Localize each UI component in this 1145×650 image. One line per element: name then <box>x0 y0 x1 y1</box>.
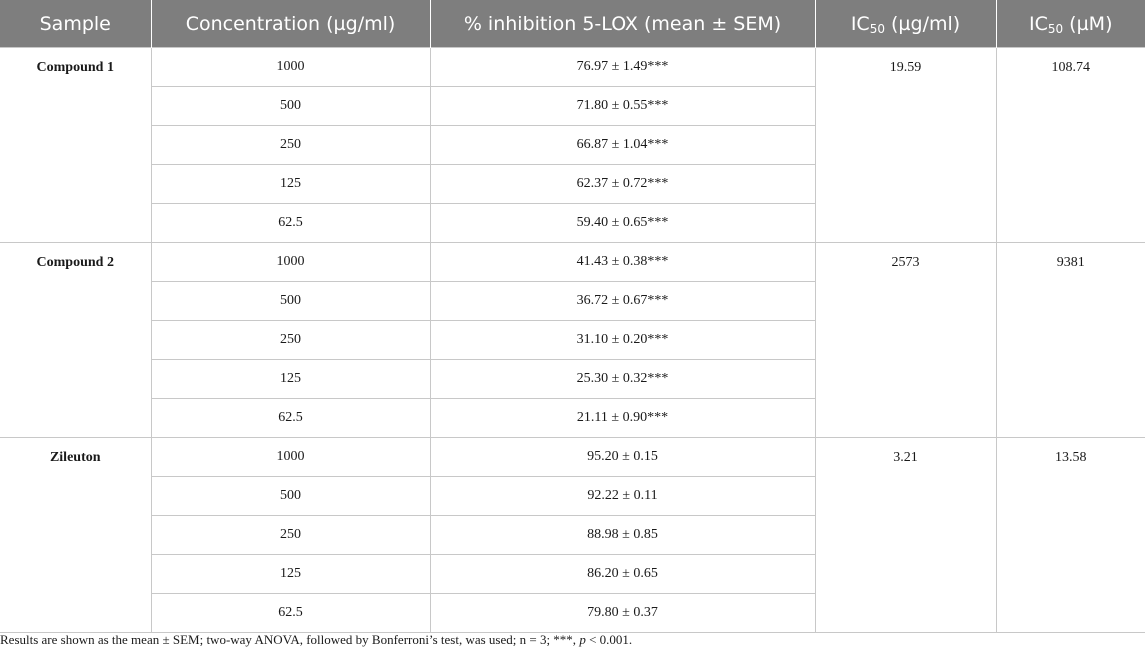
concentration-cell: 250 <box>151 321 430 360</box>
header-ic50-um-unit: (µM) <box>1063 12 1113 35</box>
concentration-cell: 500 <box>151 477 430 516</box>
sample-cell: Zileuton <box>0 438 151 633</box>
concentration-cell: 500 <box>151 282 430 321</box>
ic50-um-cell: 9381 <box>996 243 1145 438</box>
table-footnote <box>0 632 632 648</box>
sample-cell: Compound 1 <box>0 48 151 243</box>
table-body <box>0 48 1145 633</box>
inhibition-cell: 41.43 ± 0.38*** <box>430 243 815 282</box>
inhibition-cell: 76.97 ± 1.49*** <box>430 48 815 87</box>
header-concentration: Concentration (µg/ml) <box>151 0 430 48</box>
header-ic50-um <box>996 0 1145 48</box>
ic50-ugml-cell: 2573 <box>815 243 996 438</box>
table-row <box>0 438 1145 477</box>
ic50-ugml-cell: 3.21 <box>815 438 996 633</box>
sample-cell: Compound 2 <box>0 243 151 438</box>
concentration-cell: 1000 <box>151 243 430 282</box>
header-ic50-ugml-subscript: 50 <box>869 21 885 36</box>
table-header <box>0 0 1145 48</box>
concentration-cell: 500 <box>151 87 430 126</box>
table-row <box>0 48 1145 87</box>
inhibition-cell: 62.37 ± 0.72*** <box>430 165 815 204</box>
footnote-text: Results are shown as the mean ± SEM; two-way ANOVA, followed by Bonferroni’s test, was used; n = 3; ***, <box>0 632 580 647</box>
inhibition-cell: 71.80 ± 0.55*** <box>430 87 815 126</box>
concentration-cell: 62.5 <box>151 594 430 633</box>
concentration-cell: 62.5 <box>151 399 430 438</box>
header-ic50-ugml-unit: (µg/ml) <box>884 12 961 35</box>
inhibition-cell: 59.40 ± 0.65*** <box>430 204 815 243</box>
concentration-cell: 250 <box>151 516 430 555</box>
inhibition-cell: 21.11 ± 0.90*** <box>430 399 815 438</box>
table-row <box>0 243 1145 282</box>
footnote-threshold: < 0.001. <box>585 632 633 647</box>
ic50-ugml-cell: 19.59 <box>815 48 996 243</box>
header-ic50-um-subscript: 50 <box>1047 21 1064 36</box>
header-ic50-um-prefix: IC <box>1028 12 1048 35</box>
inhibition-cell: 88.98 ± 0.85 <box>430 516 815 555</box>
inhibition-cell: 36.72 ± 0.67*** <box>430 282 815 321</box>
concentration-cell: 62.5 <box>151 204 430 243</box>
concentration-cell: 125 <box>151 360 430 399</box>
header-inhibition: % inhibition 5-LOX (mean ± SEM) <box>430 0 815 48</box>
concentration-cell: 125 <box>151 165 430 204</box>
concentration-cell: 250 <box>151 126 430 165</box>
header-sample: Sample <box>0 0 151 48</box>
inhibition-cell: 66.87 ± 1.04*** <box>430 126 815 165</box>
ic50-um-cell: 108.74 <box>996 48 1145 243</box>
header-row <box>0 0 1145 48</box>
inhibition-cell: 79.80 ± 0.37 <box>430 594 815 633</box>
ic50-um-cell: 13.58 <box>996 438 1145 633</box>
concentration-cell: 1000 <box>151 48 430 87</box>
footnote-p-symbol: p <box>579 632 586 647</box>
header-ic50-ugml-prefix: IC <box>850 12 870 35</box>
inhibition-cell: 92.22 ± 0.11 <box>430 477 815 516</box>
inhibition-cell: 95.20 ± 0.15 <box>430 438 815 477</box>
inhibition-cell: 86.20 ± 0.65 <box>430 555 815 594</box>
inhibition-cell: 25.30 ± 0.32*** <box>430 360 815 399</box>
concentration-cell: 125 <box>151 555 430 594</box>
concentration-cell: 1000 <box>151 438 430 477</box>
inhibition-cell: 31.10 ± 0.20*** <box>430 321 815 360</box>
header-ic50-ugml <box>815 0 996 48</box>
